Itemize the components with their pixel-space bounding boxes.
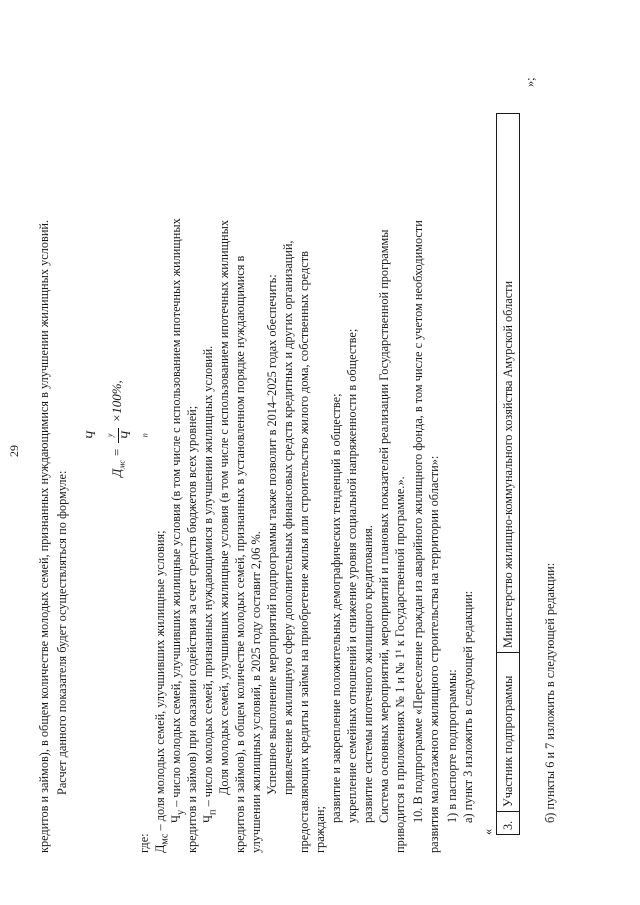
paragraph-line: Успешное выполнение мероприятий подпрограммы также позволит в 2014–2025 годах обеспечить: xyxy=(265,274,279,795)
paragraph-line: граждан; xyxy=(313,806,327,853)
formula: $Д_{мс}$ = Ч $_у$ Ч $_п$ ×100%, xyxy=(84,380,152,477)
paragraph-line: кредитов и займов), в общем количестве молодых семей, признанных в установленном порядке нуждающимися в xyxy=(233,255,247,853)
paragraph-line: улучшении жилищных условий, в 2025 году составит 2,06 %. xyxy=(249,531,263,853)
definition-line: $Ч_п$ – число молодых семей, признанных нуждающимися в улучшении жилищных условий. xyxy=(201,345,219,823)
paragraph-line: предоставляющих кредиты и займы на приобретение жилья или строительство жилого дома, собственных средств xyxy=(297,251,311,853)
where-label: где: xyxy=(137,833,151,853)
formula-lhs: $Д_{мс}$ xyxy=(109,460,127,477)
table-cell-number: 3. xyxy=(497,812,520,835)
table-cell-label: Участник подпрограммы xyxy=(497,653,520,812)
paragraph-line: развитие системы ипотечного жилищного кредитования. xyxy=(361,525,375,823)
paragraph-line: Расчет данного показателя будет осуществляться по формуле: xyxy=(55,470,69,795)
paragraph-line: 1) в паспорте подпрограммы: xyxy=(445,669,459,823)
paragraph-line: Доля молодых семей, улучшивших жилищные условия (в том числе с использованием ипотечных жилищных xyxy=(217,220,231,795)
open-quote: « xyxy=(481,828,495,835)
table-cell-value: Министерство жилищно-коммунального хозяйства Амурской области xyxy=(497,114,520,653)
close-quote: »; xyxy=(523,77,537,87)
paragraph-line: укрепление семейных отношений и снижение уровня социальной напряженности в обществе; xyxy=(345,328,359,823)
definition-line: $Д_{мс}$ – доля молодых семей, улучшивших жилищные условия; xyxy=(153,530,171,853)
table-row xyxy=(497,114,520,835)
paragraph-line: Система основных мероприятий, мероприятий и плановых показателей реализации Государственной программы xyxy=(377,229,391,823)
paragraph-line: 10. В подпрограмме «Переселение граждан из аварийного жилищного фонда, в том числе с учетом необходимости xyxy=(411,220,425,823)
paragraph-line: приводится в приложениях № 1 и № 1¹ к Государственной программе.». xyxy=(393,476,407,853)
paragraph-line: развития малоэтажного жилищного строительства на территории области»: xyxy=(427,455,441,853)
paragraph-line: привлечение в жилищную сферу дополнительных финансовых средств кредитных и других организаций, xyxy=(281,240,295,795)
paragraph-line: кредитов и займов), в общем количестве молодых семей, признанных нуждающимися в улучшении жилищных условий. xyxy=(37,219,51,853)
paragraph-line: б) пункты 6 и 7 изложить в следующей редакции: xyxy=(543,562,557,823)
formula-rhs: ×100%, xyxy=(109,380,125,423)
page-number: 29 xyxy=(7,445,21,457)
formula-fraction: Ч $_у$ Ч $_п$ xyxy=(84,428,152,443)
participant-table xyxy=(496,113,520,835)
definition-line: $Ч_у$ – число молодых семей, улучшивших жилищные условия (в том числе с использованием ипотечных жилищных xyxy=(169,218,187,823)
paragraph-line: развитие и закрепление положительных демографических тенденций в обществе; xyxy=(329,393,343,823)
paragraph-line: а) пункт 3 изложить в следующей редакции: xyxy=(461,590,475,823)
definition-line: кредитов и займов) при оказании содействия за счет средств бюджетов всех уровней; xyxy=(185,405,199,853)
